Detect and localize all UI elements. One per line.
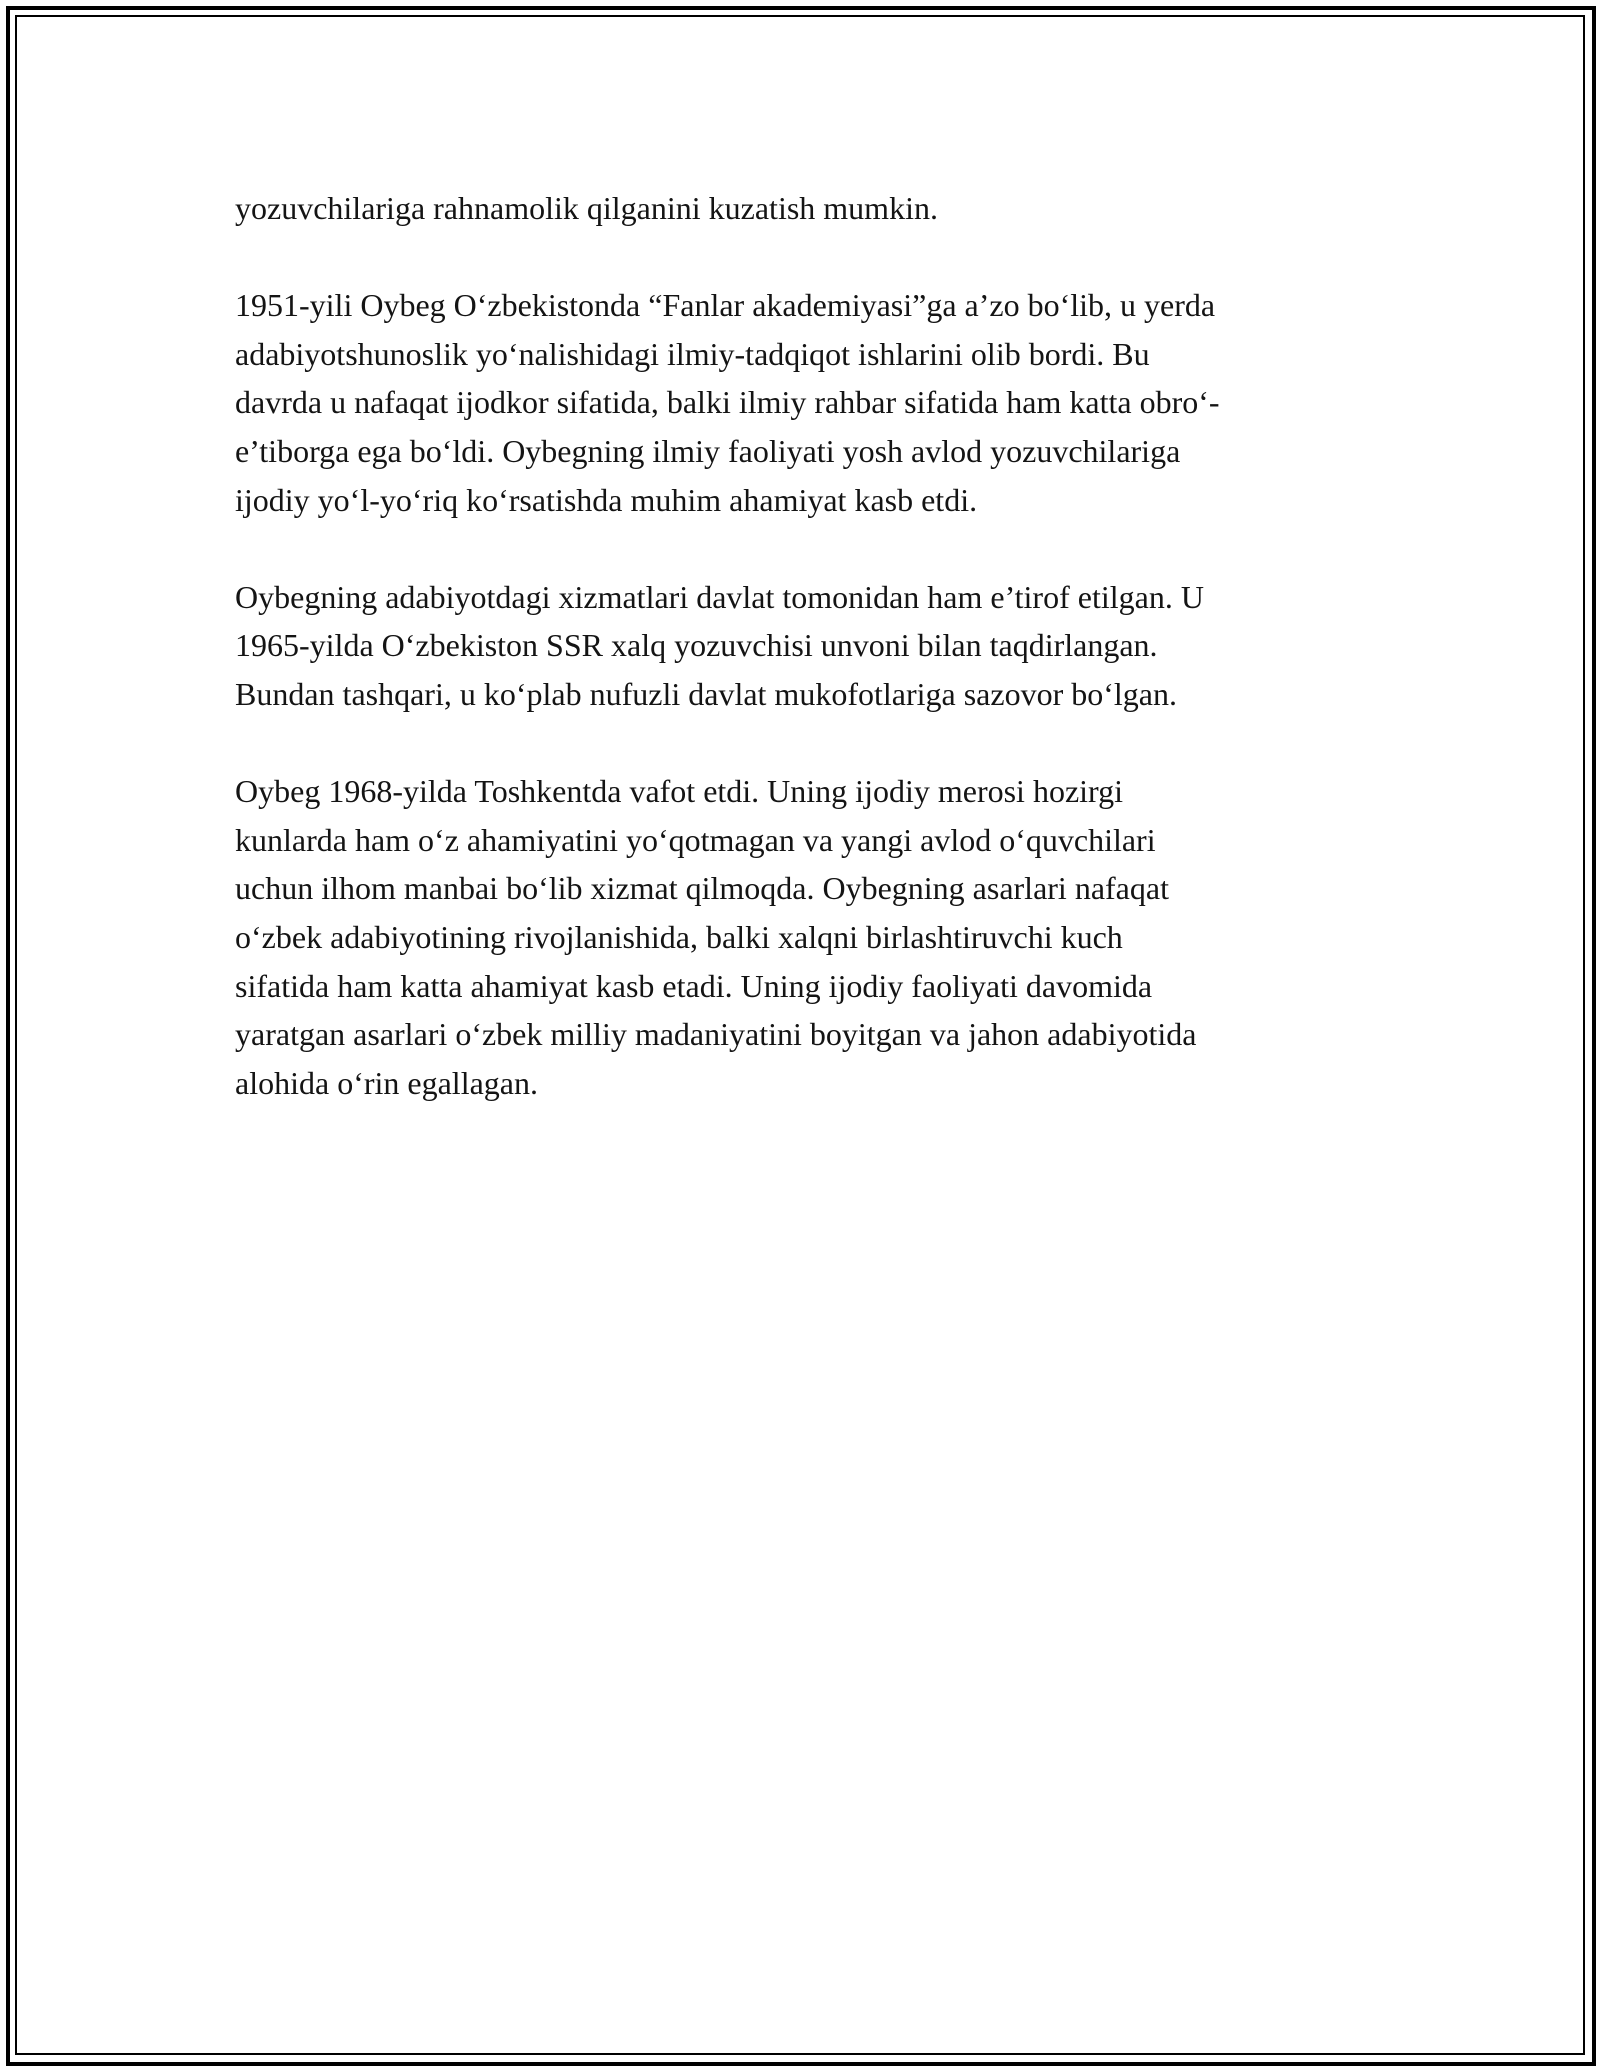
text-line: davrda u nafaqat ijodkor sifatida, balki ilmiy rahbar sifatida ham katta obro‘-: [235, 384, 1220, 421]
paragraph-1: [235, 184, 1375, 233]
text-line: Bundan tashqari, u ko‘plab nufuzli davlat mukofotlariga sazovor bo‘lgan.: [235, 675, 1177, 712]
text-line: 1951-yili Oybeg O‘zbekistonda “Fanlar akademiyasi”ga a’zo bo‘lib, u yerda: [235, 287, 1216, 324]
text-line: uchun ilhom manbai bo‘lib xizmat qilmoqda. Oybegning asarlari nafaqat: [235, 870, 1169, 907]
paragraph-2: [235, 281, 1375, 524]
text-line: yozuvchilariga rahnamolik qilganini kuzatish mumkin.: [235, 190, 938, 226]
text-line: yaratgan asarlari o‘zbek milliy madaniyatini boyitgan va jahon adabiyotida: [235, 1016, 1197, 1053]
paragraph-3: [235, 573, 1375, 719]
text-line: adabiyotshunoslik yo‘nalishidagi ilmiy-tadqiqot ishlarini olib bordi. Bu: [235, 335, 1150, 372]
text-line: alohida o‘rin egallagan.: [235, 1064, 538, 1101]
paragraph-4: [235, 767, 1375, 1107]
text-line: ijodiy yo‘l-yo‘riq ko‘rsatishda muhim ahamiyat kasb etdi.: [235, 481, 978, 518]
text-line: sifatida ham katta ahamiyat kasb etadi. Uning ijodiy faoliyati davomida: [235, 967, 1153, 1004]
text-line: Oybeg 1968-yilda Toshkentda vafot etdi. Uning ijodiy merosi hozirgi: [235, 773, 1123, 810]
text-line: e’tiborga ega bo‘ldi. Oybegning ilmiy faoliyati yosh avlod yozuvchilariga: [235, 432, 1181, 469]
document-body: [235, 184, 1375, 1156]
text-line: 1965-yilda O‘zbekiston SSR xalq yozuvchisi unvoni bilan taqdirlangan.: [235, 627, 1158, 664]
text-line: o‘zbek adabiyotining rivojlanishida, balki xalqni birlashtiruvchi kuch: [235, 918, 1123, 955]
text-line: kunlarda ham o‘z ahamiyatini yo‘qotmagan va yangi avlod o‘quvchilari: [235, 821, 1156, 858]
text-line: Oybegning adabiyotdagi xizmatlari davlat tomonidan ham e’tirof etilgan. U: [235, 578, 1204, 615]
